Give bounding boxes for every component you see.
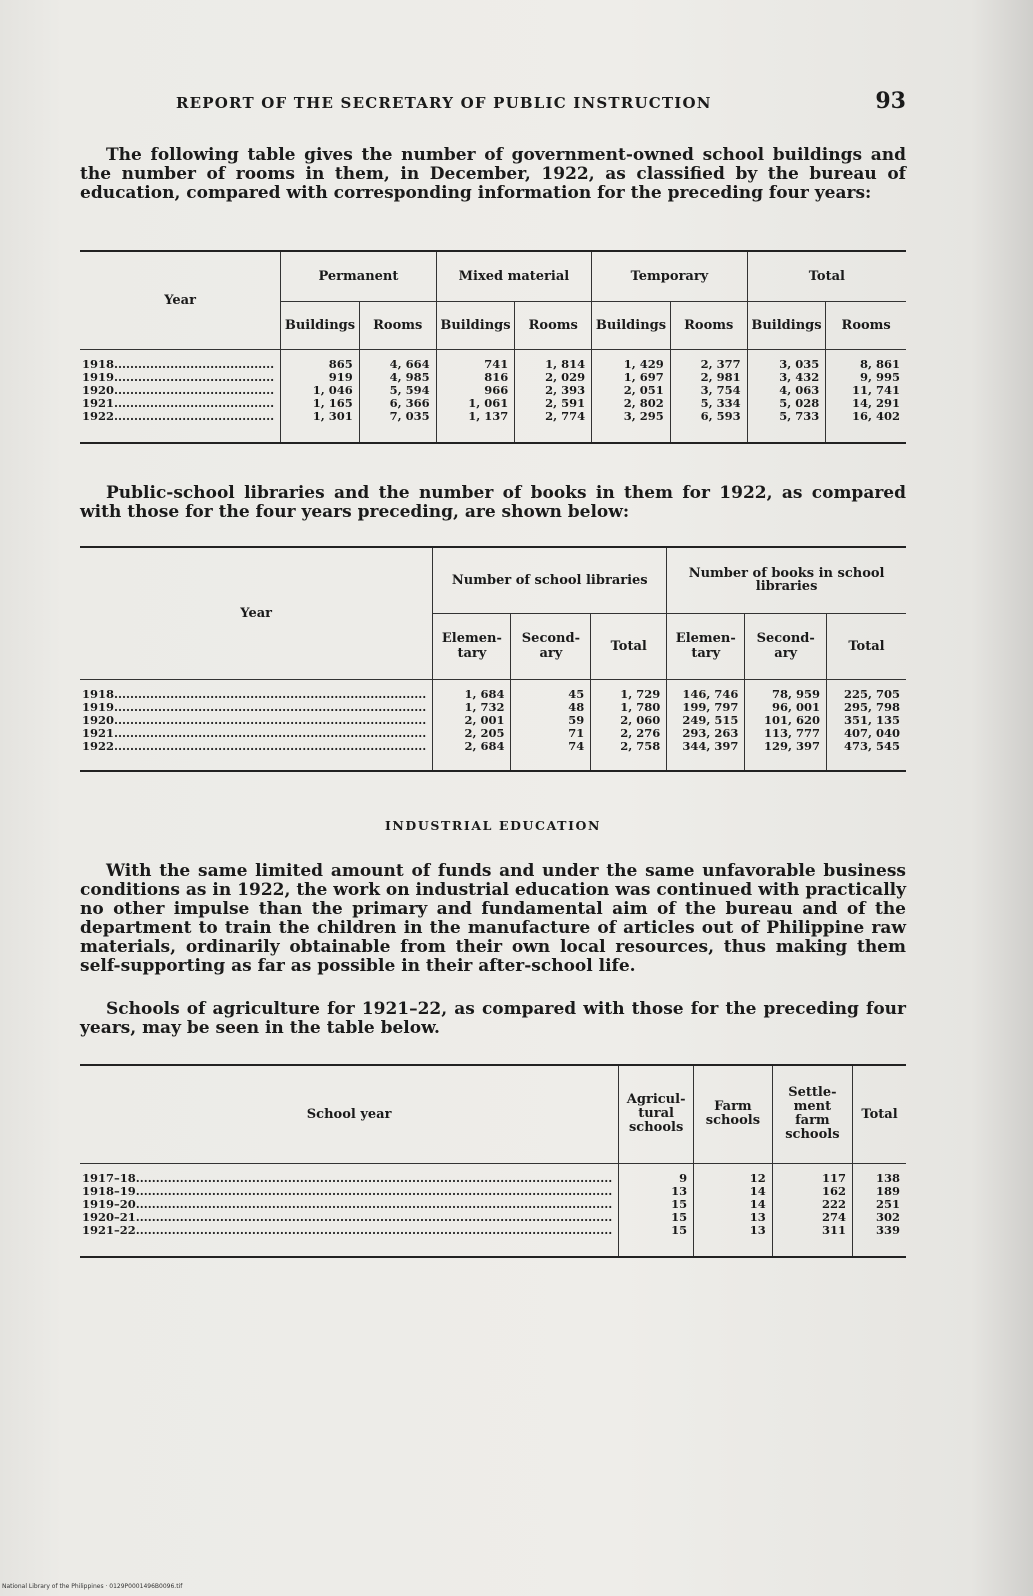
col-buildings: Buildings <box>592 301 671 349</box>
buildings-table <box>80 250 906 444</box>
col-secondary: Second-ary <box>745 613 827 679</box>
col-buildings: Buildings <box>281 301 360 349</box>
year-header: Year <box>164 292 196 308</box>
agriculture-intro-paragraph: Schools of agriculture for 1921–22, as compared with those for the preceding four years, may be seen in the table below. <box>80 999 906 1038</box>
table-row: 1920........................................ 1, 046 5, 594 966 2, 393 2, 051 3, 754 4, 063 11, 741 <box>80 384 906 397</box>
col-rooms: Rooms <box>826 301 906 349</box>
table-row: 1917–18....................................................................................................................... 9 12 117 138 <box>80 1172 906 1185</box>
libraries-table <box>80 546 906 772</box>
col-farm: Farm schools <box>694 1065 773 1163</box>
group-permanent: Permanent <box>281 251 437 301</box>
col-elementary: Elemen-tary <box>433 613 511 679</box>
table-row: 1919........................................ 919 4, 985 816 2, 029 1, 697 2, 981 3, 432 9, 995 <box>80 371 906 384</box>
table-row: 1922.............................................................................. 2, 684 74 2, 758 344, 397 129, 397 473, 545 <box>80 740 906 753</box>
running-title: REPORT OF THE SECRETARY OF PUBLIC INSTRUCTION <box>176 94 712 112</box>
page-number: 93 <box>875 88 906 114</box>
group-books: Number of books in school libraries <box>667 547 906 613</box>
scan-footer: National Library of the Philippines · 0129P0001496B0096.tif <box>2 1583 183 1590</box>
col-agricultural: Agricul-tural schools <box>619 1065 694 1163</box>
table-row: 1920.............................................................................. 2, 001 59 2, 060 249, 515 101, 620 351, 135 <box>80 714 906 727</box>
col-buildings: Buildings <box>436 301 515 349</box>
school-year-header: School year <box>306 1106 392 1122</box>
group-temporary: Temporary <box>592 251 748 301</box>
table-row: 1918.............................................................................. 1, 684 45 1, 729 146, 746 78, 959 225, 705 <box>80 688 906 701</box>
col-elementary: Elemen-tary <box>667 613 745 679</box>
col-settlement: Settle-ment farm schools <box>772 1065 852 1163</box>
group-mixed-material: Mixed material <box>436 251 592 301</box>
table-row: 1921.............................................................................. 2, 205 71 2, 276 293, 263 113, 777 407, 040 <box>80 727 906 740</box>
col-rooms: Rooms <box>359 301 436 349</box>
col-secondary: Second-ary <box>511 613 591 679</box>
col-total: Total <box>827 613 907 679</box>
running-header <box>176 88 906 114</box>
industrial-education-paragraph: With the same limited amount of funds and under the same unfavorable business conditions as in 1922, the work on industrial education was continued with practically no other impulse than the primary and fundamental aim of the bureau and of the department to train the children in the manufacture of articles out of Philippine raw materials, ordinarily obtainable from their own local resources, thus making them self-supporting as far as possible in their after-school life. <box>80 861 906 976</box>
col-rooms: Rooms <box>515 301 592 349</box>
col-total: Total <box>591 613 667 679</box>
table-row: 1919–20....................................................................................................................... 15 14 222 251 <box>80 1198 906 1211</box>
col-buildings: Buildings <box>747 301 826 349</box>
table-row: 1921........................................ 1, 165 6, 366 1, 061 2, 591 2, 802 5, 334 5, 028 14, 291 <box>80 397 906 410</box>
group-total: Total <box>747 251 906 301</box>
intro-paragraph-libraries: Public-school libraries and the number of books in them for 1922, as compared with those for the four years preceding, are shown below: <box>80 483 906 522</box>
group-school-libraries: Number of school libraries <box>433 547 667 613</box>
agriculture-table <box>80 1064 906 1258</box>
table-row: 1921–22....................................................................................................................... 15 13 311 339 <box>80 1224 906 1237</box>
year-header: Year <box>240 605 272 621</box>
section-heading: INDUSTRIAL EDUCATION <box>384 818 602 833</box>
col-rooms: Rooms <box>670 301 747 349</box>
table-row: 1922........................................ 1, 301 7, 035 1, 137 2, 774 3, 295 6, 593 5, 733 16, 402 <box>80 410 906 423</box>
intro-paragraph-buildings: The following table gives the number of government-owned school buildings and the number of rooms in them, in December, 1922, as classified by the bureau of education, compared with corresponding information for the preceding four years: <box>80 145 906 203</box>
col-total: Total <box>853 1065 906 1163</box>
table-row: 1918........................................ 865 4, 664 741 1, 814 1, 429 2, 377 3, 035 8, 861 <box>80 358 906 371</box>
table-row: 1918–19....................................................................................................................... 13 14 162 189 <box>80 1185 906 1198</box>
table-row: 1919.............................................................................. 1, 732 48 1, 780 199, 797 96, 001 295, 798 <box>80 701 906 714</box>
table-row: 1920–21....................................................................................................................... 15 13 274 302 <box>80 1211 906 1224</box>
